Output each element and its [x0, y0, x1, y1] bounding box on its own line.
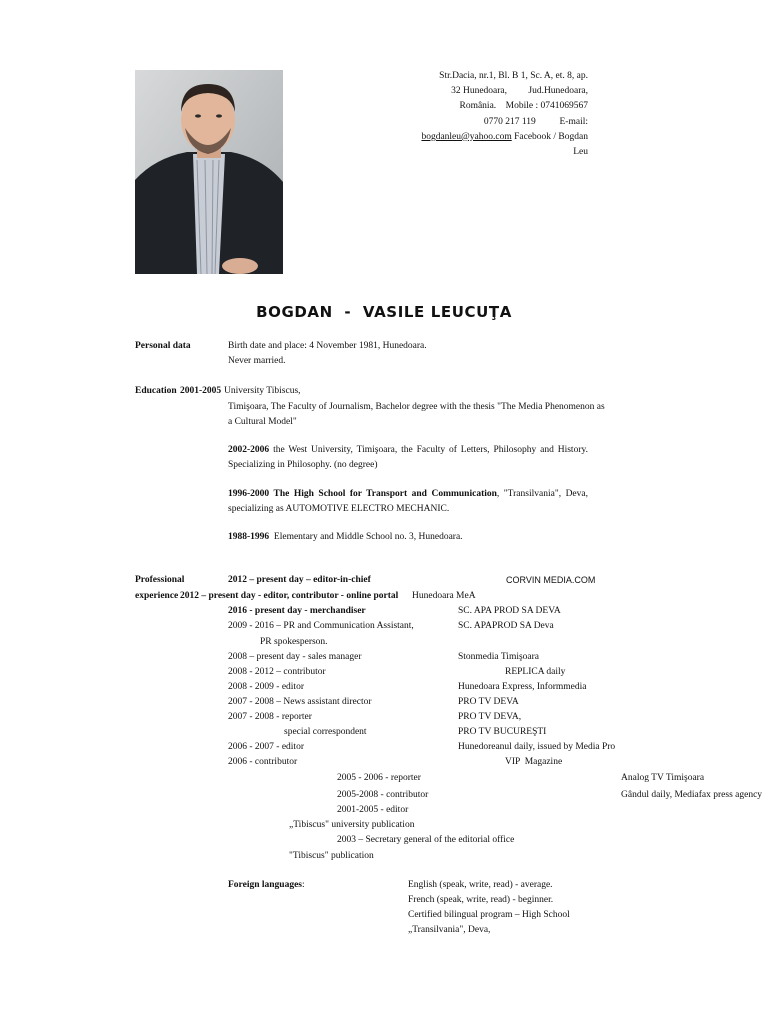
education-2-years: 2002-2006 [228, 445, 270, 455]
languages-label: Foreign languages [228, 880, 302, 890]
job-role: „Tibiscus" university publication [289, 820, 415, 830]
education-1-line-2: Timişoara, The Faculty of Journalism, Bachelor degree with the thesis "The Media Phenomenon as [228, 402, 605, 412]
job-org: Hunedoara MeA [412, 591, 476, 601]
job-role: 2005-2008 - contributor [337, 790, 429, 800]
education-4-years: 1988-1996 [228, 532, 270, 542]
job-org: PRO TV DEVA, [458, 712, 522, 722]
job-role: 2007 - 2008 - reporter [228, 712, 312, 722]
education-4-text: Elementary and Middle School no. 3, Hunedoara. [269, 532, 463, 542]
languages-colon: : [301, 880, 305, 890]
education-1-line-1: University Tibiscus, [224, 386, 301, 396]
education-1-line-3: a Cultural Model" [228, 417, 297, 427]
languages-label-wrap [228, 879, 305, 891]
address-line-3: România. Mobile : 0741069567 [459, 101, 588, 112]
job-role: 2006 - 2007 - editor [228, 742, 304, 752]
job-role: 2009 - 2016 – PR and Communication Assistant, [228, 621, 414, 631]
job-role: 2005 - 2006 - reporter [337, 773, 421, 783]
email-line [400, 130, 588, 145]
marital-status: Never married. [228, 356, 286, 366]
job-org: REPLICA daily [505, 667, 566, 677]
job-role: 2003 – Secretary general of the editorial office [337, 835, 515, 845]
job-role: 2012 – present day – editor-in-chief [228, 575, 371, 585]
job-org: Hunedoreanul daily, issued by Media Pro [458, 742, 616, 752]
job-role: 2016 - present day - merchandiser [228, 606, 366, 616]
profile-photo [135, 70, 283, 274]
job-role: 2012 – present day - editor, contributor - online portal [180, 591, 399, 601]
personal-data-label: Personal data [135, 341, 191, 351]
job-org: SC. APA PROD SA DEVA [458, 606, 561, 616]
education-2-text: the West University, Timişoara, the Faculty of Letters, Philosophy and History. Specializing in Philosophy. (no degree) [228, 445, 588, 470]
job-org: VIP Magazine [505, 757, 563, 767]
language-item: French (speak, write, read) - beginner. [408, 895, 554, 905]
education-4 [228, 531, 463, 543]
email-link[interactable]: bogdanleu@yahoo.com [421, 131, 512, 142]
professional-label-2: experience [135, 591, 179, 601]
job-org: PRO TV DEVA [458, 697, 519, 707]
job-org: Gândul daily, Mediafax press agency [621, 790, 763, 800]
language-item: „Transilvania", Deva, [408, 925, 491, 935]
contact-info [400, 69, 588, 160]
job-org: CORVIN MEDIA.COM [506, 575, 596, 585]
job-org: Analog TV Timişoara [621, 773, 705, 783]
education-3-title: 1996-2000 The High School for Transport and Communication [228, 489, 497, 499]
job-role: special correspondent [284, 727, 367, 737]
education-3-text: , "Transilvania", Deva, specializing as AUTOMOTIVE ELECTRO MECHANIC. [228, 489, 588, 514]
job-role: PR spokesperson. [260, 637, 328, 647]
job-role: 2007 - 2008 – News assistant director [228, 697, 372, 707]
education-3 [228, 487, 588, 517]
job-role: "Tibiscus" publication [289, 851, 374, 861]
job-role: 2006 - contributor [228, 757, 298, 767]
job-org: Stonmedia Timişoara [458, 652, 540, 662]
person-name: BOGDAN - VASILE LEUCUŢA [256, 303, 512, 321]
address-line-2: 32 Hunedoara, Jud.Hunedoara, [451, 86, 588, 97]
education-1-years: 2001-2005 [180, 386, 222, 396]
education-2 [228, 443, 588, 473]
job-role: 2001-2005 - editor [337, 805, 409, 815]
language-item: English (speak, write, read) - average. [408, 880, 553, 890]
job-org: PRO TV BUCUREŞTI [458, 727, 547, 737]
phone-line: 0770 217 119 E-mail: [483, 116, 588, 127]
job-org: SC. APAPROD SA Deva [458, 621, 554, 631]
job-role: 2008 – present day - sales manager [228, 652, 362, 662]
job-role: 2008 - 2009 - editor [228, 682, 304, 692]
language-item: Certified bilingual program – High School [408, 910, 570, 920]
birth-date-place: Birth date and place: 4 November 1981, Hunedoara. [228, 341, 427, 351]
facebook-label: Facebook / Bogdan [511, 131, 588, 142]
job-role: 2008 - 2012 – contributor [228, 667, 326, 677]
portrait-image [135, 70, 283, 274]
address-line-1: Str.Dacia, nr.1, Bl. B 1, Sc. A, et. 8, ap. [439, 71, 588, 81]
job-org: Hunedoara Express, Informmedia [458, 682, 587, 692]
education-label: Education [135, 386, 177, 396]
professional-label-1: Professional [135, 575, 185, 585]
facebook-name: Leu [573, 147, 588, 158]
